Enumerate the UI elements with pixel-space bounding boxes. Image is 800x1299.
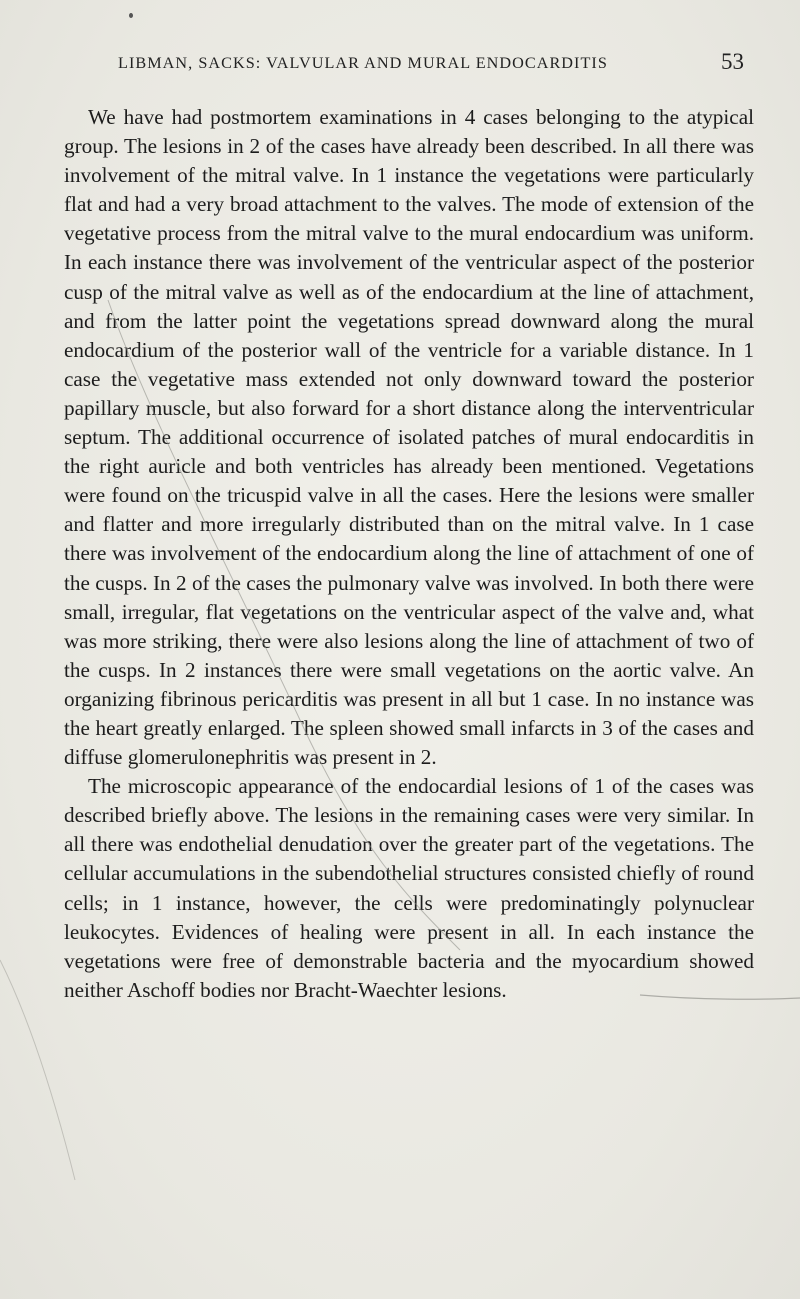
body-text: [64, 103, 754, 1005]
ink-speck: [129, 13, 133, 18]
paragraph-postmortem-findings: We have had postmortem examinations in 4 cases belonging to the atypical group. The lesions in 2 of the cases have already been described. In all there was involvement of the mitral valve. In 1 instance the vegetations were particularly flat and had a very broad attachment to the valves. The mode of extension of the vegetative process from the mitral valve to the mural endocardium was uniform. In each instance there was involvement of the ventricular aspect of the posterior cusp of the mitral valve as well as of the endocardium at the line of attachment, and from the latter point the vegetations spread downward along the mural endocardium of the posterior wall of the ventricle for a variable distance. In 1 case the vegetative mass extended not only downward toward the posterior papillary muscle, but also forward for a short distance along the interventricular septum. The additional occurrence of isolated patches of mural endocarditis in the right auricle and both ventricles has already been mentioned. Vegetations were found on the tricuspid valve in all the cases. Here the lesions were smaller and flatter and more irregularly distributed than on the mitral valve. In 1 case there was involvement of the endocardium along the line of attachment of one of the cusps. In 2 of the cases the pulmonary valve was involved. In both there were small, irregular, flat vegetations on the ventricular aspect of the valve and, what was more striking, there were also lesions along the line of attachment of two of the cusps. In 2 instances there were small vegetations on the aortic valve. An organizing fibrinous pericarditis was present in all but 1 case. In no instance was the heart greatly enlarged. The spleen showed small infarcts in 3 of the cases and diffuse glomerulonephritis was present in 2.: [64, 105, 754, 770]
page-header: [118, 49, 748, 76]
paragraph-microscopic-appearance: The microscopic appearance of the endocardial lesions of 1 of the cases was described briefly above. The lesions in the remaining cases were very similar. In all there was endothelial denudation over the greater part of the vegetations. The cellular accumulations in the subendothelial structures consisted chiefly of round cells; in 1 instance, however, the cells were predominatingly polynuclear leukocytes. Evidences of healing were present in all. In each instance the vegetations were free of demonstrable bacteria and the myocardium showed neither Aschoff bodies nor Bracht-Waechter lesions.: [64, 774, 754, 1002]
page-number: 53: [721, 49, 744, 74]
running-head: LIBMAN, SACKS: VALVULAR AND MURAL ENDOCARDITIS: [118, 54, 608, 72]
